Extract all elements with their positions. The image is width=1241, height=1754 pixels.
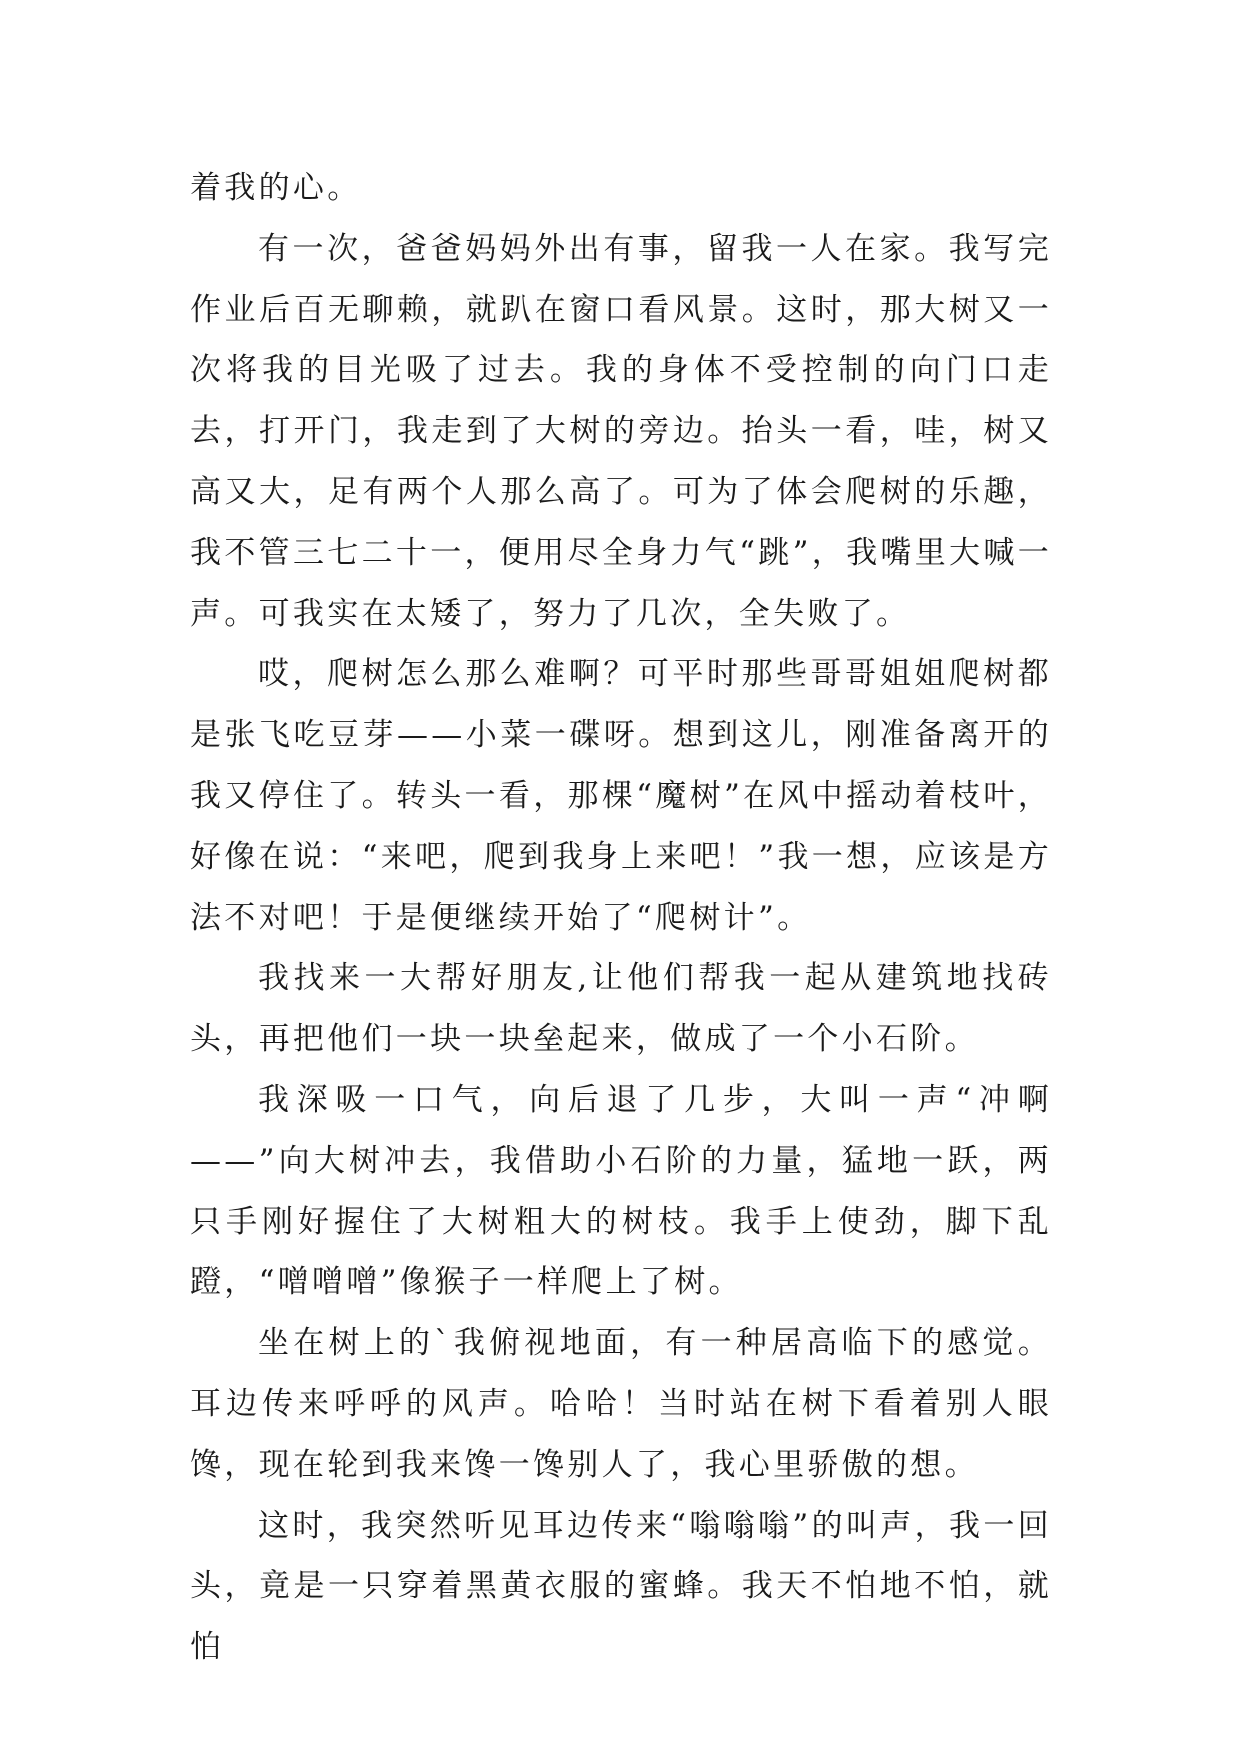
paragraph-6: 坐在树上的`我俯视地面，有一种居高临下的感觉。耳边传来呼呼的风声。哈哈！当时站在树下看着别人眼馋，现在轮到我来馋一馋别人了，我心里骄傲的想。 bbox=[190, 1325, 1052, 1483]
paragraph-1: 着我的心。 bbox=[190, 170, 362, 206]
paragraph-3: 哎，爬树怎么那么难啊？可平时那些哥哥姐姐爬树都是张飞吃豆芽——小菜一碟呀。想到这儿，刚准备离开的我又停住了。转头一看，那棵“魔树”在风中摇动着枝叶，好像在说：“来吧，爬到我身上来吧！”我一想，应该是方法不对吧！于是便继续开始了“爬树计”。 bbox=[190, 656, 1052, 936]
essay-body bbox=[190, 158, 1052, 1678]
paragraph-5: 我深吸一口气，向后退了几步，大叫一声“冲啊——”向大树冲去，我借助小石阶的力量，猛地一跃，两只手刚好握住了大树粗大的树枝。我手上使劲，脚下乱蹬，“噌噌噌”像猴子一样爬上了树。 bbox=[190, 1081, 1052, 1301]
paragraph-2: 有一次，爸爸妈妈外出有事，留我一人在家。我写完作业后百无聊赖，就趴在窗口看风景。这时，那大树又一次将我的目光吸了过去。我的身体不受控制的向门口走去，打开门，我走到了大树的旁边。抬头一看，哇，树又高又大，足有两个人那么高了。可为了体会爬树的乐趣，我不管三七二十一，便用尽全身力气“跳”，我嘴里大喊一声。可我实在太矮了，努力了几次，全失败了。 bbox=[190, 230, 1052, 632]
paragraph-4: 我找来一大帮好朋友,让他们帮我一起从建筑地找砖头，再把他们一块一块垒起来，做成了一个小石阶。 bbox=[190, 960, 1052, 1058]
paragraph-7: 这时，我突然听见耳边传来“嗡嗡嗡”的叫声，我一回头，竟是一只穿着黑黄衣服的蜜蜂。我天不怕地不怕，就怕 bbox=[190, 1507, 1052, 1666]
